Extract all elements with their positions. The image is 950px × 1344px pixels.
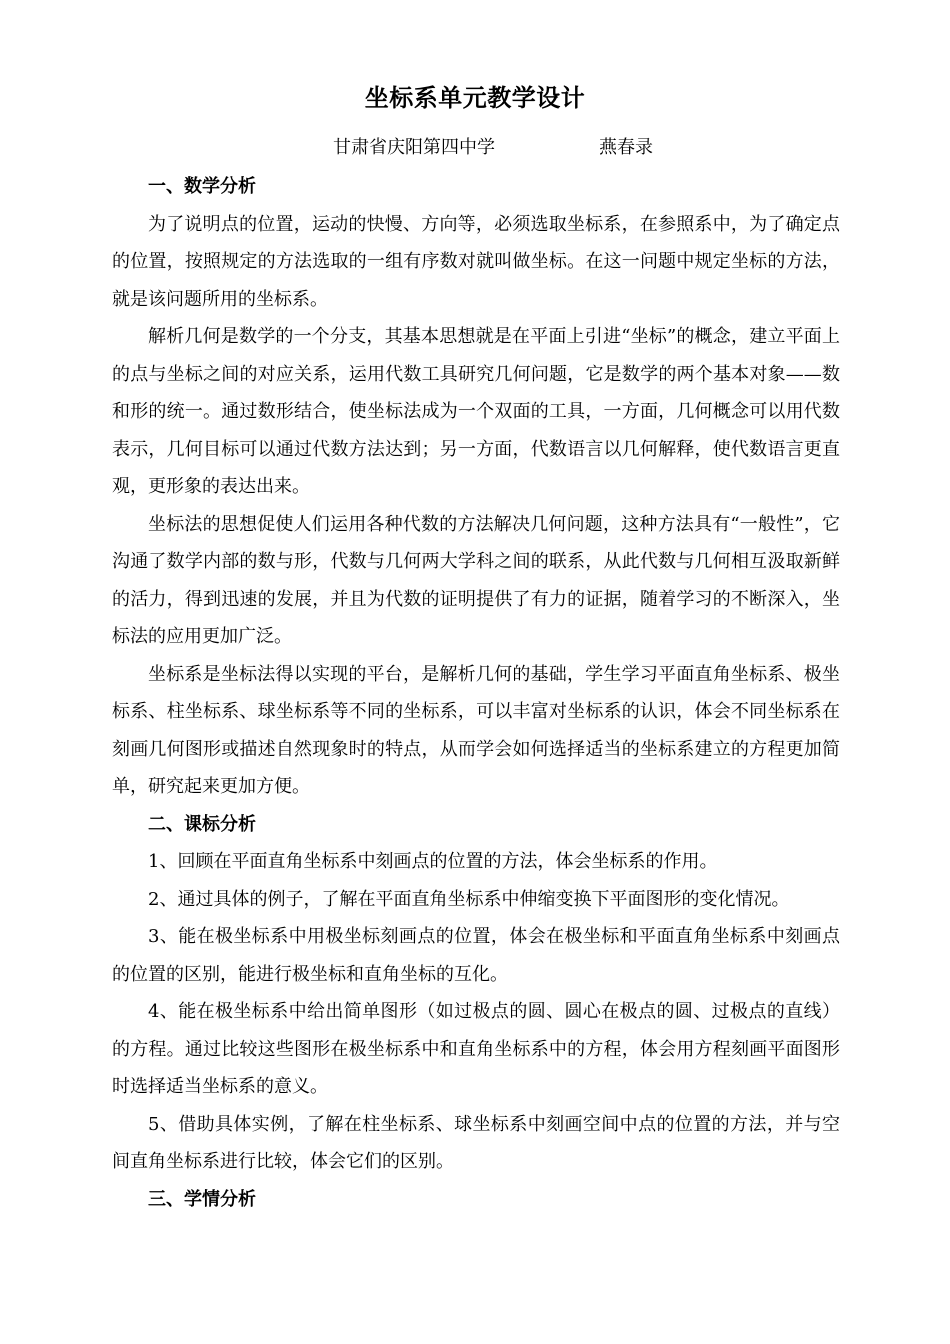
author-line xyxy=(0,133,950,163)
author-name: 燕春录 xyxy=(599,137,653,158)
section-heading-math-analysis: 一、数学分析 xyxy=(148,176,256,197)
list-item: 1、回顾在平面直角坐标系中刻画点的位置的方法，体会坐标系的作用。 xyxy=(148,851,718,872)
page-title: 坐标系单元教学设计 xyxy=(364,83,586,112)
paragraph: 坐标法的思想促使人们运用各种代数的方法解决几何问题，这种方法具有“一般性”，它沟通了数学内部的数与形，代数与几何两大学科之间的联系，从此代数与几何相互汲取新鲜的活力，得到迅速的发展，并且为代数的证明提供了有力的证据，随着学习的不断深入，坐标法的应用更加广泛。 xyxy=(112,513,840,647)
list-item: 3、能在极坐标系中用极坐标刻画点的位置，体会在极坐标和平面直角坐标系中刻画点的位置的区别，能进行极坐标和直角坐标的互化。 xyxy=(112,926,840,985)
section-heading-curriculum-analysis: 二、课标分析 xyxy=(148,813,256,835)
paragraph: 解析几何是数学的一个分支，其基本思想就是在平面上引进“坐标”的概念，建立平面上的点与坐标之间的对应关系，运用代数工具研究几何问题，它是数学的两个基本对象——数和形的统一。通过数形结合，使坐标法成为一个双面的工具，一方面，几何概念可以用代数表示，几何目标可以通过代数方法达到；另一方面，代数语言以几何解释，使代数语言更直观，更形象的表达出来。 xyxy=(112,326,840,497)
list-item: 2、通过具体的例子，了解在平面直角坐标系中伸缩变换下平面图形的变化情况。 xyxy=(148,888,790,910)
section-heading-student-analysis: 三、学情分析 xyxy=(148,1188,256,1210)
list-item: 5、借助具体实例，了解在柱坐标系、球坐标系中刻画空间中点的位置的方法，并与空间直角坐标系进行比较，体会它们的区别。 xyxy=(112,1113,840,1172)
document-body xyxy=(112,168,840,1218)
paragraph: 坐标系是坐标法得以实现的平台，是解析几何的基础，学生学习平面直角坐标系、极坐标系、柱坐标系、球坐标系等不同的坐标系，可以丰富对坐标系的认识，体会不同坐标系在刻画几何图形或描述自然现象时的特点，从而学会如何选择适当的坐标系建立的方程更加简单，研究起来更加方便。 xyxy=(112,663,840,797)
paragraph: 为了说明点的位置，运动的快慢、方向等，必须选取坐标系，在参照系中，为了确定点的位置，按照规定的方法选取的一组有序数对就叫做坐标。在这一问题中规定坐标的方法，就是该问题所用的坐标系。 xyxy=(112,213,840,310)
school-name: 甘肃省庆阳第四中学 xyxy=(333,137,495,158)
list-item: 4、能在极坐标系中给出简单图形（如过极点的圆、圆心在极点的圆、过极点的直线）的方程。通过比较这些图形在极坐标系中和直角坐标系中的方程，体会用方程刻画平面图形时选择适当坐标系的意义。 xyxy=(112,1001,840,1097)
